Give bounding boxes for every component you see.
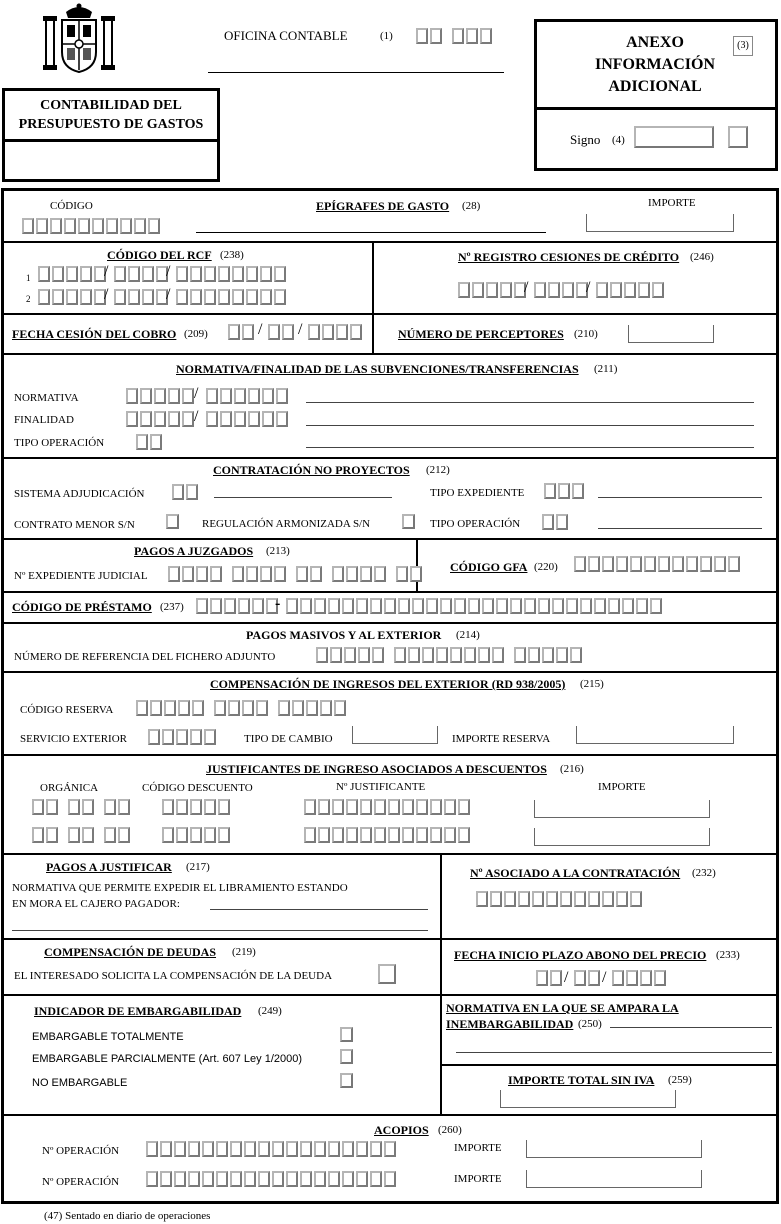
cesiones-ref: (246) (690, 251, 714, 263)
rcf-boxes-1a[interactable] (38, 263, 109, 282)
divider (1, 538, 779, 540)
coat-of-arms-icon (40, 2, 118, 76)
epigrafes-line[interactable] (196, 232, 546, 233)
cesiones-title: Nº REGISTRO CESIONES DE CRÉDITO (458, 250, 680, 264)
tipo-expediente-line[interactable] (598, 497, 762, 498)
divider (1, 313, 779, 315)
normativa-label: NORMATIVA (14, 392, 79, 404)
anexo-title-2: INFORMACIÓN (595, 56, 715, 73)
sistema-boxes[interactable] (172, 484, 198, 500)
rcf-ref: (238) (220, 249, 244, 261)
justificantes-ref: (216) (560, 763, 584, 775)
importe-iva-field[interactable] (500, 1090, 676, 1108)
gfa-ref: (220) (534, 561, 558, 573)
tipo-expediente-label: TIPO EXPEDIENTE (430, 487, 525, 499)
normativa-inemb-title-1: NORMATIVA EN LA QUE SE AMPARA LA (446, 1001, 679, 1015)
divider (440, 853, 442, 1114)
divider (1, 622, 779, 624)
deudas-title: COMPENSACIÓN DE DEUDAS (44, 945, 217, 959)
slash: / (194, 385, 199, 402)
cesiones-boxes-c[interactable] (596, 282, 664, 298)
prestamo-title: CÓDIGO DE PRÉSTAMO (12, 600, 152, 614)
divider (1, 938, 779, 940)
embargable-parcial-check[interactable] (340, 1049, 353, 1064)
masivos-ref: (214) (456, 629, 480, 641)
slash: / (166, 286, 171, 303)
signo-input[interactable] (634, 126, 714, 148)
divider (1, 671, 779, 673)
asociado-boxes[interactable] (476, 891, 642, 907)
epigrafes-ref: (28) (462, 200, 481, 212)
footer-note: (47) Sentado en diario de operaciones (44, 1210, 211, 1222)
perceptores-title: NÚMERO DE PERCEPTORES (398, 327, 564, 341)
tipo-operacion-c-boxes[interactable] (542, 514, 568, 530)
slash: / (564, 969, 569, 986)
contabilidad-title (4, 96, 218, 134)
divider (440, 1064, 779, 1066)
rcf-row-1: 1 (26, 273, 31, 283)
oficina-label: OFICINA CONTABLE (224, 28, 348, 43)
rcf-boxes-1c[interactable] (176, 266, 286, 282)
plazo-year-boxes[interactable] (612, 970, 666, 986)
embargabilidad-title: INDICADOR DE EMBARGABILIDAD (34, 1004, 242, 1018)
justificantes-title: JUSTIFICANTES DE INGRESO ASOCIADOS A DESCUENTOS (206, 762, 547, 776)
divider (1, 353, 779, 355)
finalidad-boxes-b[interactable] (206, 411, 288, 427)
operacion-boxes-2[interactable] (146, 1171, 396, 1187)
gfa-boxes[interactable] (574, 556, 740, 572)
contrato-menor-label: CONTRATO MENOR S/N (14, 519, 135, 531)
servicio-label: SERVICIO EXTERIOR (20, 733, 127, 745)
anexo-title (560, 32, 750, 98)
justificar-ref: (217) (186, 861, 210, 873)
fecha-cesion-ref: (209) (184, 328, 208, 340)
asociado-title: Nº ASOCIADO A LA CONTRATACIÓN (470, 866, 681, 880)
sistema-label: SISTEMA ADJUDICACIÓN (14, 488, 145, 500)
signo-label: Signo (570, 132, 601, 147)
codigo-reserva-boxes[interactable] (136, 700, 346, 716)
anexo-divider (534, 107, 778, 110)
acopios-importe-label-1: IMPORTE (454, 1142, 502, 1154)
slash: / (166, 263, 171, 280)
rcf-boxes-2c[interactable] (176, 289, 286, 305)
fecha-month-boxes[interactable] (268, 324, 294, 340)
normativa-inemb-title-2: INEMBARGABILIDAD (446, 1017, 574, 1031)
prestamo-boxes-a[interactable] (196, 595, 281, 614)
contabilidad-title-1: CONTABILIDAD DEL (40, 98, 182, 113)
prestamo-ref: (237) (160, 601, 184, 613)
deudas-check[interactable] (378, 964, 396, 984)
asociado-ref: (232) (692, 867, 716, 879)
no-embargable-check[interactable] (340, 1073, 353, 1088)
justificar-text-2: EN MORA EL CAJERO PAGADOR: (12, 898, 180, 910)
slash: / (258, 321, 263, 338)
acopios-title: ACOPIOS (374, 1123, 429, 1137)
plazo-title: FECHA INICIO PLAZO ABONO DEL PRECIO (454, 948, 707, 962)
rcf-boxes-1b[interactable] (114, 263, 171, 282)
importe-iva-title: IMPORTE TOTAL SIN IVA (508, 1073, 655, 1087)
importe-iva-ref: (259) (668, 1074, 692, 1086)
perceptores-ref: (210) (574, 328, 598, 340)
justificar-line-1[interactable] (210, 909, 428, 910)
perceptores-field[interactable] (628, 325, 714, 343)
normativa-inemb-line-2[interactable] (456, 1052, 772, 1053)
slash: / (524, 279, 529, 296)
normativa-boxes-b[interactable] (206, 388, 288, 404)
contrato-menor-check[interactable] (166, 514, 179, 529)
organica-boxes-2[interactable] (32, 827, 130, 843)
divider (1, 754, 779, 756)
embargable-parcial-label: EMBARGABLE PARCIALMENTE (Art. 607 Ley 1/2000) (32, 1053, 303, 1065)
normativa-inemb-line-1[interactable] (610, 1027, 772, 1028)
oficina-line (208, 72, 504, 73)
compensacion-ext-ref: (215) (580, 678, 604, 690)
prestamo-boxes-b[interactable] (286, 598, 662, 614)
embargable-total-label: EMBARGABLE TOTALMENTE (32, 1031, 184, 1043)
justificar-title: PAGOS A JUSTIFICAR (46, 860, 172, 874)
operacion-boxes-1[interactable] (146, 1141, 396, 1157)
anexo-title-3: ADICIONAL (608, 78, 702, 95)
deudas-ref: (219) (232, 946, 256, 958)
sistema-line[interactable] (214, 497, 392, 498)
acopios-importe-field-1[interactable] (526, 1140, 702, 1158)
juzgados-title: PAGOS A JUZGADOS (134, 544, 254, 558)
divider (1, 853, 779, 855)
importe-reserva-field[interactable] (576, 726, 734, 744)
contratacion-title: CONTRATACIÓN NO PROYECTOS (213, 463, 410, 477)
n-justificante-label: Nº JUSTIFICANTE (336, 781, 426, 793)
codigo-descuento-label: CÓDIGO DESCUENTO (142, 782, 253, 794)
divider (416, 538, 418, 591)
justificar-text-1: NORMATIVA QUE PERMITE EXPEDIR EL LIBRAMIENTO ESTANDO (12, 882, 348, 894)
normativa-line[interactable] (306, 402, 754, 403)
organica-label: ORGÁNICA (40, 782, 99, 794)
signo-check[interactable] (728, 126, 748, 148)
deudas-text: EL INTERESADO SOLICITA LA COMPENSACIÓN DE LA DEUDA (14, 970, 333, 982)
divider (1, 1114, 779, 1116)
servicio-boxes[interactable] (148, 729, 216, 745)
regulacion-label: REGULACIÓN ARMONIZADA S/N (202, 518, 371, 530)
justificar-line-2[interactable] (12, 930, 428, 931)
cesiones-boxes-a[interactable] (458, 279, 529, 298)
divider (1, 457, 779, 459)
finalidad-boxes-a[interactable] (126, 411, 194, 427)
normativa-title: NORMATIVA/FINALIDAD DE LAS SUBVENCIONES/TRANSFERENCIAS (176, 362, 579, 376)
prestamo-dash: - (275, 595, 281, 612)
juzgados-ref: (213) (266, 545, 290, 557)
plazo-day-boxes[interactable] (536, 970, 562, 986)
gfa-title: CÓDIGO GFA (450, 560, 528, 574)
plazo-month-boxes[interactable] (574, 970, 600, 986)
organica-boxes-1[interactable] (32, 799, 130, 815)
descuento-boxes-1[interactable] (162, 799, 230, 815)
anexo-title-1: ANEXO (626, 34, 684, 51)
divider (1, 241, 779, 243)
tipo-operacion-boxes[interactable] (136, 434, 162, 450)
slash: / (602, 969, 607, 986)
expediente-boxes[interactable] (168, 566, 422, 582)
divider (1, 591, 779, 593)
divider (372, 241, 374, 353)
contratacion-ref: (212) (426, 464, 450, 476)
justificante-boxes-2[interactable] (304, 827, 470, 843)
embargabilidad-ref: (249) (258, 1005, 282, 1017)
codigo-reserva-label: CÓDIGO RESERVA (20, 704, 114, 716)
no-embargable-label: NO EMBARGABLE (32, 1077, 128, 1089)
justificante-importe-1[interactable] (534, 800, 710, 818)
plazo-ref: (233) (716, 949, 740, 961)
tipo-operacion-c-line[interactable] (598, 528, 762, 529)
importe-reserva-label: IMPORTE RESERVA (452, 733, 551, 745)
cesiones-boxes-b[interactable] (534, 279, 591, 298)
contabilidad-title-2: PRESUPUESTO DE GASTOS (18, 117, 204, 132)
compensacion-ext-title: COMPENSACIÓN DE INGRESOS DEL EXTERIOR (RD 938/2005) (210, 677, 566, 691)
oficina-ref: (1) (380, 30, 393, 42)
rcf-title: CÓDIGO DEL RCF (107, 248, 212, 262)
normativa-ref: (211) (594, 363, 618, 375)
divider (1, 994, 779, 996)
epigrafes-title: EPÍGRAFES DE GASTO (316, 199, 450, 213)
oficina-code-boxes[interactable] (416, 28, 492, 44)
tipo-cambio-field[interactable] (352, 726, 438, 744)
slash: / (586, 279, 591, 296)
acopios-ref: (260) (438, 1124, 462, 1136)
justificante-importe-2[interactable] (534, 828, 710, 846)
descuento-boxes-2[interactable] (162, 827, 230, 843)
fecha-year-boxes[interactable] (308, 324, 362, 340)
fecha-cesion-title: FECHA CESIÓN DEL COBRO (12, 327, 177, 341)
fichero-label: NÚMERO DE REFERENCIA DEL FICHERO ADJUNTO (14, 651, 276, 663)
slash: / (104, 286, 109, 303)
anexo-ref: (3) (733, 36, 753, 56)
regulacion-check[interactable] (402, 514, 415, 529)
tipo-expediente-boxes[interactable] (544, 483, 584, 499)
masivos-title: PAGOS MASIVOS Y AL EXTERIOR (246, 628, 442, 642)
rcf-row-2: 2 (26, 294, 31, 304)
tipo-operacion-c-label: TIPO OPERACIÓN (430, 518, 521, 530)
rcf-boxes-2b[interactable] (114, 286, 171, 305)
slash: / (194, 408, 199, 425)
acopios-importe-field-2[interactable] (526, 1170, 702, 1188)
signo-ref: (4) (612, 134, 625, 146)
finalidad-line[interactable] (306, 425, 754, 426)
importe-label: IMPORTE (648, 197, 696, 209)
rcf-boxes-2a[interactable] (38, 286, 109, 305)
slash: / (104, 263, 109, 280)
tipo-operacion-line[interactable] (306, 447, 754, 448)
tipo-operacion-label: TIPO OPERACIÓN (14, 437, 105, 449)
operacion-label-2: Nº OPERACIÓN (42, 1176, 120, 1188)
codigo-boxes[interactable] (22, 218, 160, 234)
tipo-cambio-label: TIPO DE CAMBIO (244, 733, 333, 745)
fecha-day-boxes[interactable] (228, 324, 254, 340)
slash: / (298, 321, 303, 338)
operacion-label-1: Nº OPERACIÓN (42, 1145, 120, 1157)
importe-field[interactable] (586, 214, 734, 232)
normativa-boxes-a[interactable] (126, 388, 194, 404)
expediente-label: Nº EXPEDIENTE JUDICIAL (14, 570, 148, 582)
fichero-boxes[interactable] (316, 647, 582, 663)
justificantes-importe-label: IMPORTE (598, 781, 646, 793)
embargable-total-check[interactable] (340, 1027, 353, 1042)
acopios-importe-label-2: IMPORTE (454, 1173, 502, 1185)
normativa-inemb-ref: (250) (578, 1018, 602, 1030)
codigo-label: CÓDIGO (50, 200, 93, 212)
finalidad-label: FINALIDAD (14, 414, 74, 426)
contabilidad-divider (2, 139, 220, 142)
justificante-boxes-1[interactable] (304, 799, 470, 815)
